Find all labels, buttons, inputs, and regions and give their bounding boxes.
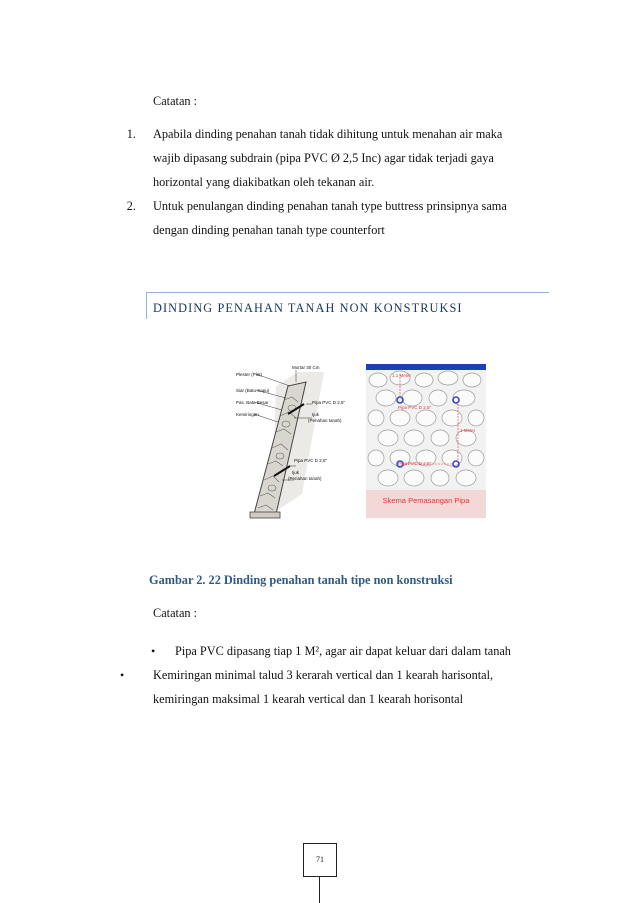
list-item-line: Apabila dinding penahan tanah tidak dihitung untuk menahan air maka [153,127,503,141]
label-distance-1: 1.1 Meter [392,373,412,378]
bullet-item-line: Kemiringan minimal talud 3 kerarah vertical dan 1 kearah harisontal, [153,668,494,682]
page-number-box [303,843,337,877]
section-heading-box [146,292,549,319]
page-number-line [319,877,320,903]
label-mortar: Mortar 30 Cm [292,365,320,370]
list-item-line: dengan dinding penahan tanah type counterfort [153,223,385,237]
bullet-item-line: kemiringan maksimal 1 kearah vertical dan 1 kearah horisontal [153,692,464,706]
list-number: 2. [126,199,136,213]
label-pipa-1: Pipa PVC D 2,5" [312,400,346,405]
list-item-line: Untuk penulangan dinding penahan tanah type buttress prinsipnya sama [153,199,507,213]
label-pipa-b: Pipa PVC D 2.5" [398,461,432,466]
list-item-line: wajib dipasang subdrain (pipa PVC Ø 2,5 Inc) agar tidak terjadi gaya [153,151,494,165]
bullet-item-line: Pipa PVC dipasang tiap 1 M², agar air dapat keluar dari dalam tanah [175,644,511,658]
label-pipa-2: Pipa PVC D 2,5" [294,458,328,463]
label-pas-batu: Pas. Batu Besar [236,400,269,405]
list-item-line: horizontal yang diakibatkan oleh tekanan air. [153,175,375,189]
section-heading: DINDING PENAHAN TANAH NON KONSTRUKSI [153,301,463,315]
label-ijuk-1: Ijuk [312,412,320,417]
note-label: Catatan : [153,606,198,620]
bullet-icon: • [151,644,156,658]
label-penahan-2: (Penahan tanah) [288,476,322,481]
bullet-icon: • [120,668,125,682]
label-distance-2: 1 Meter [460,428,476,433]
label-siar: Siar (Batu Sapu) [236,388,270,393]
pipe-scheme-figure [366,364,486,518]
page-number: 71 [316,855,324,864]
scheme-caption: Skema Pemasangan Pipa [382,496,470,505]
list-number: 1. [126,127,136,141]
note-label: Catatan : [153,94,198,108]
figure-caption: Gambar 2. 22 Dinding penahan tanah tipe non konstruksi [149,573,453,587]
label-penahan-1: (Penahan tanah) [308,418,342,423]
label-plester: Plester (Plat) [236,372,263,377]
label-ijuk-2: Ijuk [292,470,300,475]
label-kemiringan: Kemiringan [236,412,259,417]
label-pipa-a: Pipa PVC D 2.5" [398,405,432,410]
